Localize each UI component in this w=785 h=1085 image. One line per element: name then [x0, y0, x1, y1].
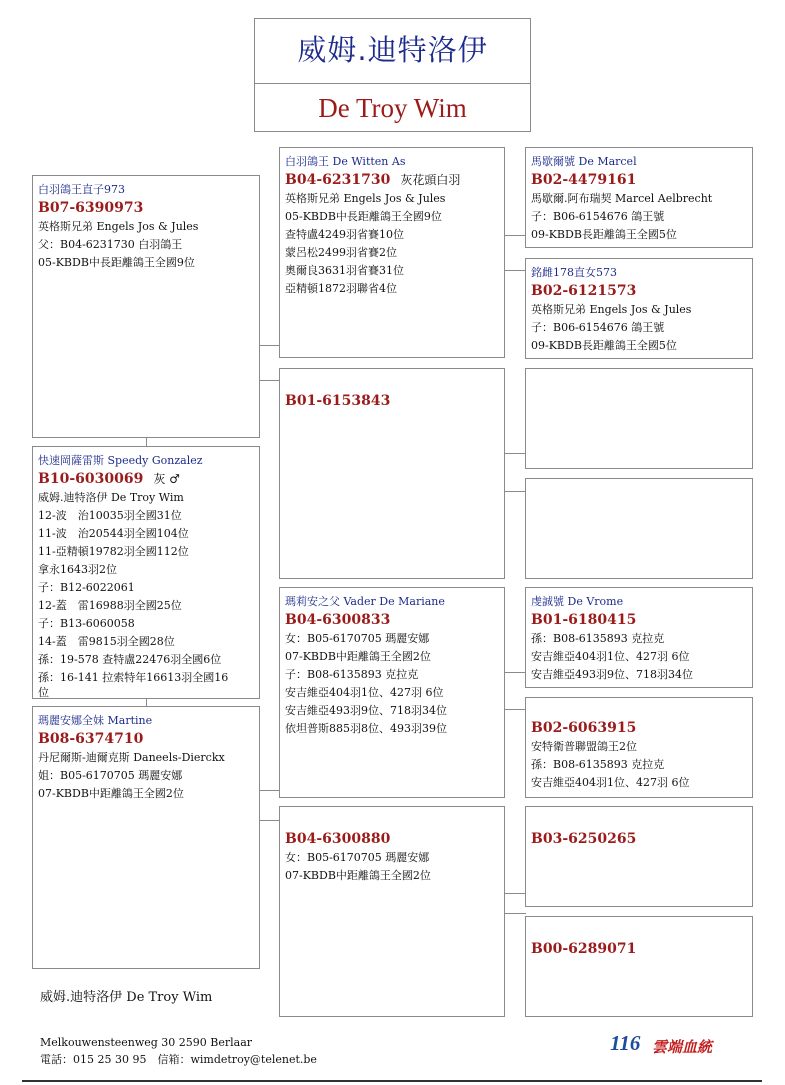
dsd-card — [525, 697, 753, 798]
sd-ring: B01-6153843 — [285, 393, 391, 409]
dam-card — [32, 706, 260, 969]
ss-ring-row — [285, 170, 500, 190]
connector-subject-ss — [259, 345, 280, 346]
sdd-card — [525, 478, 753, 579]
connector-dam-sire — [146, 698, 147, 706]
sire-card — [32, 446, 260, 699]
sire-line: 孫：19-578 查特盧22476羽全國6位 — [38, 653, 222, 666]
dam-sire-card — [279, 587, 505, 798]
ds-line: 子：B08-6135893 克拉克 — [285, 668, 419, 681]
sire-line: 11-亞精頓19782羽全國112位 — [38, 545, 189, 558]
connector-ss-sss — [504, 235, 526, 236]
sire-line: 12-蓋 雷16988羽全國25位 — [38, 599, 182, 612]
ds-line: 女：B05-6170705 瑪麗安娜 — [285, 632, 430, 645]
footer-owner-name: 威姆.迪特洛伊 De Troy Wim — [40, 990, 213, 1005]
sss-card — [525, 147, 753, 248]
connector-dd-ddd — [504, 913, 526, 914]
dss-ring: B01-6180415 — [531, 612, 637, 628]
sds-card — [525, 368, 753, 469]
ss-color: 灰花頭白羽 — [400, 173, 461, 187]
dsd-line: 安特衛普聯盟鴿王2位 — [531, 740, 637, 753]
footer-contact: 電話：015 25 30 95 信箱：wimdetroy@telenet.be — [40, 1053, 317, 1066]
dd-line: 女：B05-6170705 瑪麗安娜 — [285, 851, 430, 864]
subject-line: 05-KBDB中長距離鴿王全國9位 — [38, 256, 195, 269]
ds-name: 瑪莉安之父 Vader De Mariane — [285, 595, 445, 608]
dds-ring: B03-6250265 — [531, 831, 637, 847]
connector-ds-dsd — [504, 709, 526, 710]
sire-line: 11-波 治20544羽全國104位 — [38, 527, 189, 540]
dam-line: 丹尼爾斯-迪爾克斯 Daneels-Dierckx — [38, 751, 225, 764]
ds-line: 安吉維亞404羽1位、427羽 6位 — [285, 686, 444, 699]
dss-name: 虔誠號 De Vrome — [531, 595, 624, 608]
dd-ring: B04-6300880 — [285, 831, 391, 847]
ddd-ring: B00-6289071 — [531, 941, 637, 957]
ssd-line: 英格斯兄弟 Engels Jos & Jules — [531, 303, 692, 316]
bottom-divider — [22, 1080, 762, 1082]
sire-line: 子：B13-6060058 — [38, 617, 135, 630]
dam-dam-card — [279, 806, 505, 1017]
ss-line: 蒙呂松2499羽省賽2位 — [285, 246, 397, 259]
dam-name: 瑪麗安娜全妹 Martine — [38, 714, 153, 727]
sire-ring: B10-6030069 — [38, 471, 144, 487]
dds-card — [525, 806, 753, 907]
brand-logo — [610, 1033, 722, 1059]
dam-ring: B08-6374710 — [38, 731, 144, 747]
ss-line: 奧爾良3631羽省賽31位 — [285, 264, 404, 277]
subject-line: 父：B04-6231730 白羽鴿王 — [38, 238, 183, 251]
subject-name: 白羽鴿王直子973 — [38, 183, 125, 196]
sss-line: 馬歇爾.阿布瑞契 Marcel Aelbrecht — [531, 192, 713, 205]
dsd-line: 孫：B08-6135893 克拉克 — [531, 758, 665, 771]
ss-line: 05-KBDB中長距離鴿王全國9位 — [285, 210, 442, 223]
dss-line: 孫：B08-6135893 克拉克 — [531, 632, 665, 645]
ssd-line: 子：B06-6154676 鴿王號 — [531, 321, 665, 334]
connector-sd-sdd — [504, 491, 526, 492]
owner-english-name: De Troy Wim — [318, 93, 467, 123]
ss-line: 查特盧4249羽省賽10位 — [285, 228, 404, 241]
dss-card — [525, 587, 753, 688]
footer-address: Melkouwensteenweg 30 2590 Berlaar — [40, 1036, 253, 1049]
connector-subject-sd — [259, 380, 280, 381]
ssd-card — [525, 258, 753, 359]
sire-sire-card — [279, 147, 505, 358]
sire-line: 12-波 治10035羽全國31位 — [38, 509, 182, 522]
connector-dd-dds — [504, 893, 526, 894]
ss-name: 白羽鴿王 De Witten As — [285, 155, 406, 168]
header-title-box — [254, 18, 531, 132]
ss-line: 英格斯兄弟 Engels Jos & Jules — [285, 192, 446, 205]
sire-ring-row — [38, 469, 255, 489]
logo-text: 雲端血統 — [652, 1038, 713, 1056]
dsd-ring: B02-6063915 — [531, 720, 637, 736]
sire-line: 14-蓋 雷9815羽全國28位 — [38, 635, 175, 648]
connector-dam-ds — [259, 790, 280, 791]
connector-subject-sire — [146, 437, 147, 446]
header-divider — [255, 83, 530, 84]
connector-dam-dd — [259, 820, 280, 821]
ssd-name: 銘雌178直女573 — [531, 266, 617, 279]
sire-line: 孫：16-141 拉索特年16613羽全國16 — [38, 671, 229, 684]
subject-pigeon-card — [32, 175, 260, 438]
ss-line: 亞精頓1872羽聯省4位 — [285, 282, 397, 295]
dsd-line: 安吉維亞404羽1位、427羽 6位 — [531, 776, 690, 789]
sire-color-sex: 灰 ♂ — [153, 472, 180, 486]
sss-name: 馬歇爾號 De Marcel — [531, 155, 637, 168]
ssd-ring: B02-6121573 — [531, 283, 637, 299]
logo-number: 116 — [610, 1031, 641, 1055]
dam-line: 07-KBDB中距離鴿王全國2位 — [38, 787, 184, 800]
dam-line: 姐：B05-6170705 瑪麗安娜 — [38, 769, 183, 782]
owner-chinese-name: 威姆.迪特洛伊 — [297, 33, 488, 67]
subject-ring: B07-6390973 — [38, 200, 144, 216]
sire-line: 子：B12-6022061 — [38, 581, 135, 594]
sss-line: 09-KBDB長距離鴿王全國5位 — [531, 228, 677, 241]
ssd-line: 09-KBDB長距離鴿王全國5位 — [531, 339, 677, 352]
dss-line: 安吉維亞404羽1位、427羽 6位 — [531, 650, 690, 663]
subject-line: 英格斯兄弟 Engels Jos & Jules — [38, 220, 199, 233]
connector-sd-sds — [504, 453, 526, 454]
connector-ds-dss — [504, 672, 526, 673]
ds-line: 依坦普斯885羽8位、493羽39位 — [285, 722, 447, 735]
ds-line: 安吉維亞493羽9位、718羽34位 — [285, 704, 447, 717]
ds-line: 07-KBDB中距離鴿王全國2位 — [285, 650, 431, 663]
dss-line: 安吉維亞493羽9位、718羽34位 — [531, 668, 693, 681]
ds-ring: B04-6300833 — [285, 612, 391, 628]
connector-ss-ssd — [504, 270, 526, 271]
dd-line: 07-KBDB中距離鴿王全國2位 — [285, 869, 431, 882]
sss-line: 子：B06-6154676 鴿王號 — [531, 210, 665, 223]
sire-line: 拿永1643羽2位 — [38, 563, 117, 576]
sire-name: 快速岡薩雷斯 Speedy Gonzalez — [38, 454, 203, 467]
sss-ring: B02-4479161 — [531, 172, 637, 188]
sire-line: 威姆.迪特洛伊 De Troy Wim — [38, 491, 184, 504]
sire-line: 位 — [38, 686, 49, 699]
sire-dam-card — [279, 368, 505, 579]
ss-ring: B04-6231730 — [285, 172, 391, 188]
footer-contact-block — [40, 1034, 317, 1068]
ddd-card — [525, 916, 753, 1017]
